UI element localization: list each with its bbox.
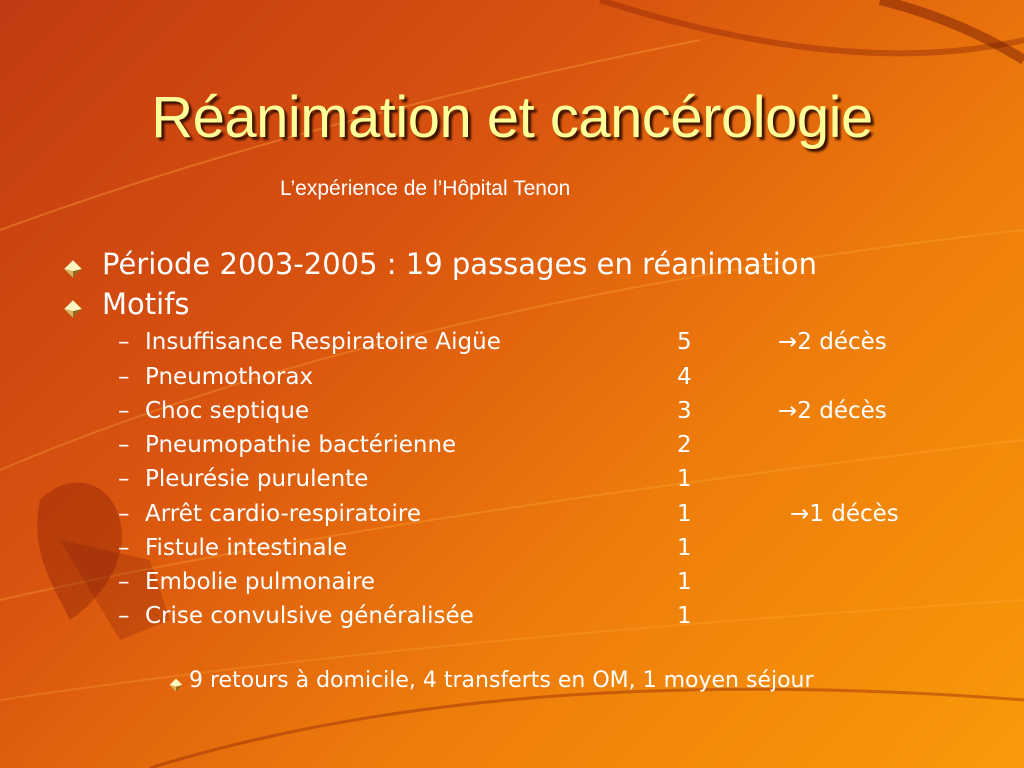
slide-title: Réanimation et cancérologie: [151, 85, 873, 150]
dash: –: [118, 329, 130, 355]
motif-outcome: →2 décès: [778, 329, 887, 355]
motif-label: Embolie pulmonaire: [145, 569, 376, 595]
motif-count: 2: [677, 432, 692, 458]
diamond-bullet-icon: [62, 298, 84, 320]
motif-count: 1: [677, 501, 692, 527]
dash: –: [118, 501, 130, 527]
motif-outcome: →2 décès: [778, 398, 887, 424]
motif-label: Crise convulsive généralisée: [145, 603, 474, 629]
motif-label: Arrêt cardio-respiratoire: [145, 501, 421, 527]
dash: –: [118, 603, 130, 629]
dash: –: [118, 364, 130, 390]
bullet-text: Motifs: [102, 287, 190, 321]
motif-label: Insuffisance Respiratoire Aigüe: [145, 329, 501, 355]
dash: –: [118, 466, 130, 492]
motif-label: Pleurésie purulente: [145, 466, 369, 492]
dash: –: [118, 569, 130, 595]
dash: –: [118, 535, 130, 561]
motif-label: Fistule intestinale: [145, 535, 348, 561]
motif-label: Pneumothorax: [145, 364, 314, 390]
dash: –: [118, 398, 130, 424]
diamond-bullet-icon: [62, 258, 84, 280]
motif-count: 4: [677, 364, 692, 390]
motif-count: 1: [677, 603, 692, 629]
motif-label: Pneumopathie bactérienne: [145, 432, 457, 458]
motif-count: 1: [677, 569, 692, 595]
footer-text: 9 retours à domicile, 4 transferts en OM, 1 moyen séjour: [189, 668, 814, 693]
diamond-bullet-icon: [168, 677, 184, 693]
motif-count: 1: [677, 535, 692, 561]
motif-count: 1: [677, 466, 692, 492]
motif-count: 3: [677, 398, 692, 424]
motif-outcome: →1 décès: [790, 501, 899, 527]
dash: –: [118, 432, 130, 458]
bullet-text: Période 2003-2005 : 19 passages en réanimation: [102, 247, 817, 281]
motif-label: Choc septique: [145, 398, 310, 424]
motif-count: 5: [677, 329, 692, 355]
slide-subtitle: L’expérience de l’Hôpital Tenon: [280, 177, 571, 200]
